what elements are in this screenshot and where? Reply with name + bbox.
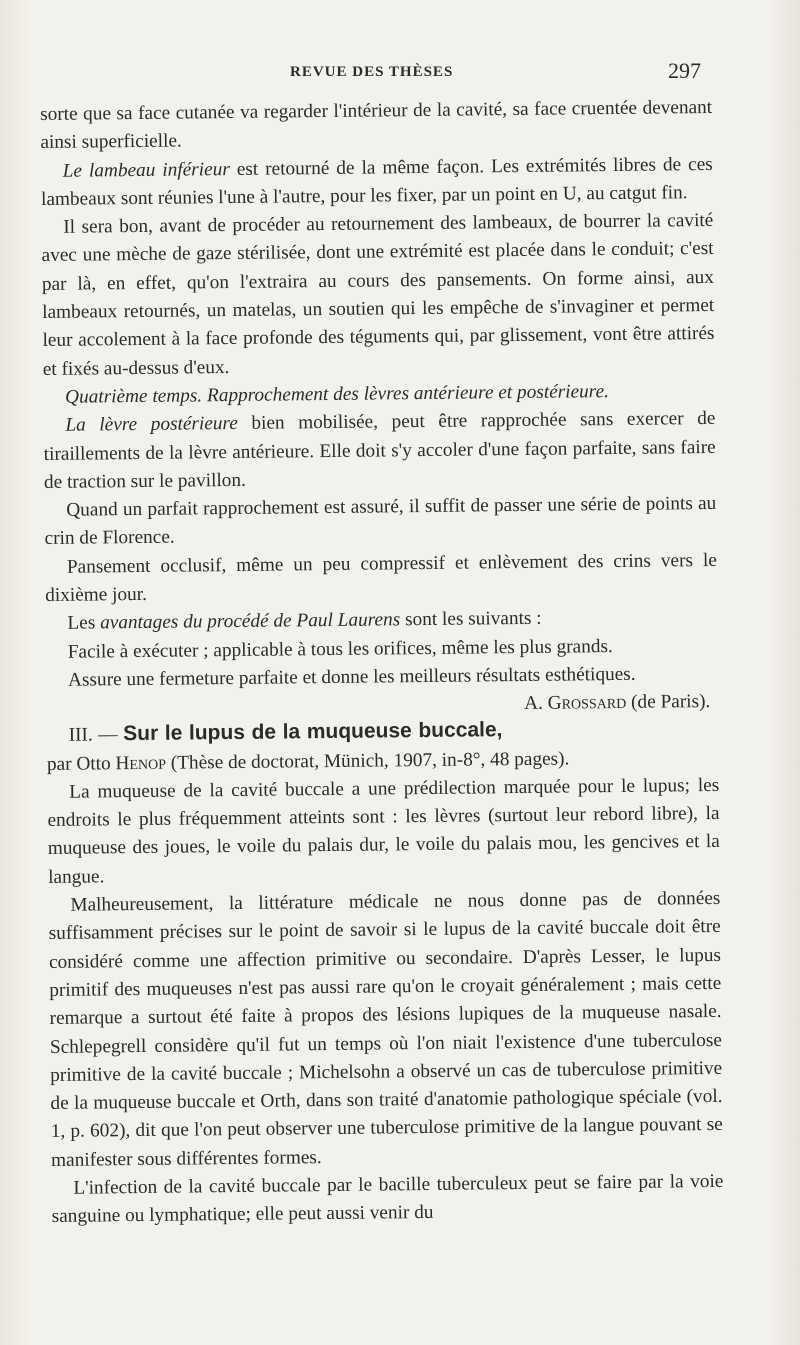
section-title-line (46, 714, 719, 779)
paragraph (46, 660, 718, 715)
paragraph-text: bien mobilisée, peut être rapprochée sans exercer de tiraillements de la lèvre antérieure. Elle doit s'y accoler d'une façon parfaite, sans faire de traction sur le pavillon. (43, 408, 716, 493)
author-signature (502, 688, 710, 718)
paragraph-text: Assure une fermeture parfaite et donne les meilleurs résultats esthétiques. (67, 663, 636, 691)
section-by: par Otto (46, 752, 116, 775)
paragraph (41, 151, 714, 215)
signature-place: (de Paris). (626, 691, 711, 714)
paragraph: La muqueuse de la cavité buccale a une prédilection marquée pour le lupus; les endroits le plus fréquemment atteints sont : les lèvres (surtout leur rebord libre), la muqueuse des joues, le voile du palais dur, le voile du palais mou, les gencives et la langue. (47, 774, 720, 888)
paragraph: sorte que sa face cutanée va regarder l'intérieur de la cavité, sa face cruentée devenant ainsi superficielle. (40, 96, 713, 154)
paragraph (43, 405, 716, 497)
paragraph: Facile à exécuter ; applicable à tous les orifices, même les plus grands. (67, 635, 613, 663)
paragraph-text: Les (67, 612, 101, 635)
section-citation: (Thèse de doctorat, Münich, 1907, in-8°, 48 pages). (165, 748, 570, 774)
paragraph: Malheureusement, la littérature médicale ne nous donne pas de données suffisamment précises sur le point de savoir si le lupus de la cavité buccale doit être considéré comme une affection primitive ou secondaire. D'après Lesser, le lupus primitif des muqueuses n'est pas aussi rare qu'on le croyait généralement ; mais cette remarque a surtout été faite à propos des lésions lupiques de la muqueuse nasale. Schlepegrell considère qu'il fut un temps où l'on niait l'existence d'une tuberculose primitive de la cavité buccale ; Michelsohn a observé un cas de tuberculose primitive de la muqueuse buccale et Orth, dans son traité d'anatomie pathologique spéciale (vol. 1, p. 602), dit que l'on peut observer une tuberculose primitive de la langue pouvant se manifester sous différentes formes. (48, 887, 723, 1171)
italic-lead: La lèvre postérieure (65, 413, 238, 437)
section-number: III. — (68, 724, 124, 746)
section-title: Sur le lupus de la muqueuse buccale, (123, 718, 503, 746)
section-author: Henop (115, 752, 167, 774)
paragraph: L'infection de la cavité buccale par le bacille tuberculeux peut se faire par la voie sanguine ou lymphatique; elle peut aussi venir du (51, 1170, 724, 1228)
step-heading: Quatrième temps. Rapprochement des lèvres antérieure et postérieure. (64, 381, 610, 408)
paragraph: Quand un parfait rapprochement est assuré, il suffit de passer une série de points au crin de Florence. (44, 493, 717, 550)
running-header (0, 60, 800, 86)
italic-lead: Le lambeau inférieur (62, 158, 230, 182)
running-title: REVUE DES THÈSES (290, 64, 454, 80)
signature-name: A. Grossard (524, 692, 627, 715)
paragraph: Pansement occlusif, même un peu compressif et enlèvement des crins vers le dixième jour. (45, 549, 717, 607)
paragraph-text: est retourné de la même façon. Les extrémités libres de ces lambeaux sont réunies l'une à l'autre, pour les fixer, par un point en U, au catgut fin. (40, 153, 713, 210)
article-body (40, 94, 724, 1232)
italic-phrase: avantages du procédé de Paul Laurens (100, 609, 401, 634)
paragraph: Il sera bon, avant de procéder au retournement des lambeaux, de bourrer la cavité avec une mèche de gaze stérilisée, dont une extrémité est placée dans le conduit; c'est par là, en effet, qu'on l'extraira au cours des pansements. On forme ainsi, aux lambeaux retournés, un matelas, un soutien qui les empêche de s'invaginer et permet leur accolement à la face profonde des téguments qui, par glissement, vont être attirés et fixés au-dessus d'eux. (41, 210, 715, 380)
paragraph-text: sont les suivants : (400, 608, 542, 631)
page-number: 297 (668, 58, 701, 83)
